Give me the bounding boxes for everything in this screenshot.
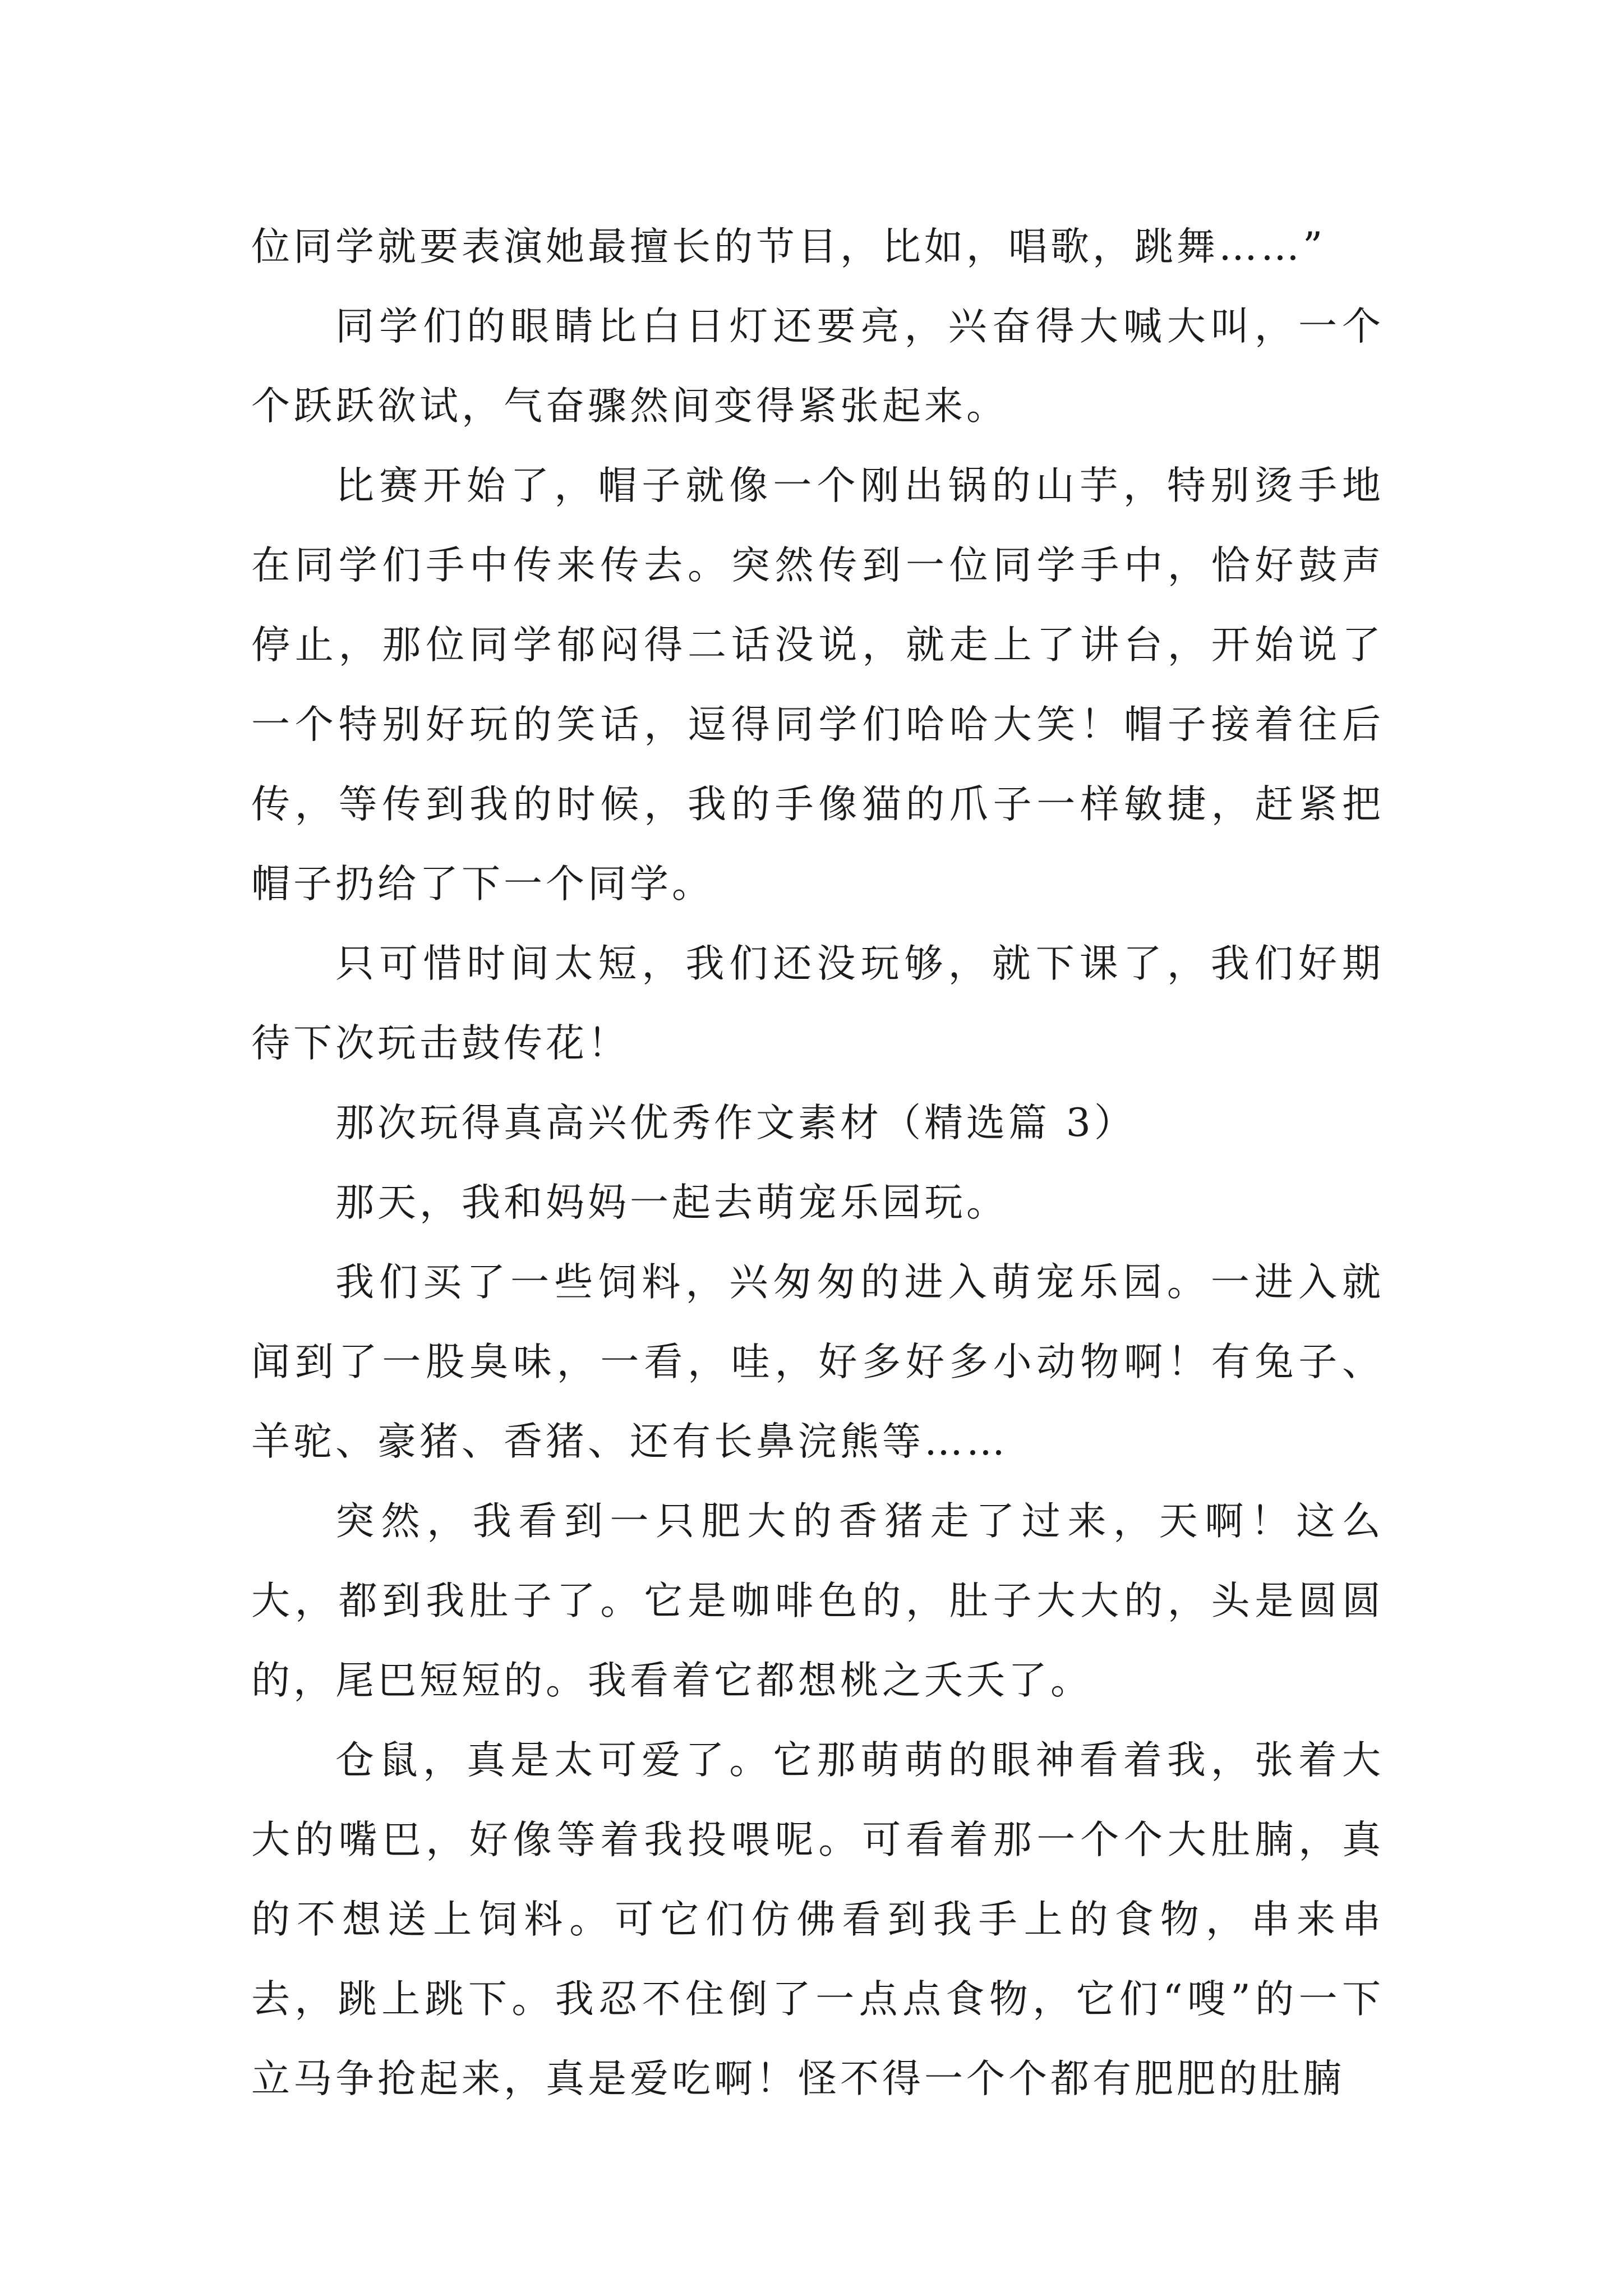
paragraph: 仓鼠，真是太可爱了。它那萌萌的眼神看着我，张着大大的嘴巴，好像等着我投喂呢。可看着那一个个大肚腩，真的不想送上饲料。可它们仿佛看到我手上的食物，串来串去，跳上跳下。我忍不住倒了一点点食物，它们“嗖”的一下立马争抢起来，真是爱吃啊！怪不得一个个都有肥肥的肚腩 — [251, 1738, 1384, 2101]
paragraph: 只可惜时间太短，我们还没玩够，就下课了，我们好期待下次玩击鼓传花！ — [251, 941, 1384, 1066]
essay-body — [251, 207, 1384, 2119]
section-heading: 那次玩得真高兴优秀作文素材（精选篇 3） — [335, 1101, 1136, 1145]
paragraph: 我们买了一些饲料，兴匆匆的进入萌宠乐园。一进入就闻到了一股臭味，一看，哇，好多好多小动物啊！有兔子、羊驼、豪猪、香猪、还有长鼻浣熊等…… — [251, 1260, 1384, 1464]
paragraph: 突然，我看到一只肥大的香猪走了过来，天啊！这么大，都到我肚子了。它是咖啡色的，肚子大大的，头是圆圆的，尾巴短短的。我看着它都想桃之夭夭了。 — [251, 1499, 1384, 1703]
paragraph: 同学们的眼睛比白日灯还要亮，兴奋得大喊大叫，一个个跃跃欲试，气奋骤然间变得紧张起来。 — [251, 304, 1384, 429]
paragraph: 那天，我和妈妈一起去萌宠乐园玩。 — [335, 1180, 1008, 1225]
paragraph: 位同学就要表演她最擅长的节目，比如，唱歌，跳舞……” — [251, 224, 1326, 269]
paragraph: 比赛开始了，帽子就像一个刚出锅的山芋，特别烫手地在同学们手中传来传去。突然传到一位同学手中，恰好鼓声停止，那位同学郁闷得二话没说，就走上了讲台，开始说了一个特别好玩的笑话，逗得同学们哈哈大笑！帽子接着往后传，等传到我的时候，我的手像猫的爪子一样敏捷，赶紧把帽子扔给了下一个同学。 — [251, 463, 1384, 907]
